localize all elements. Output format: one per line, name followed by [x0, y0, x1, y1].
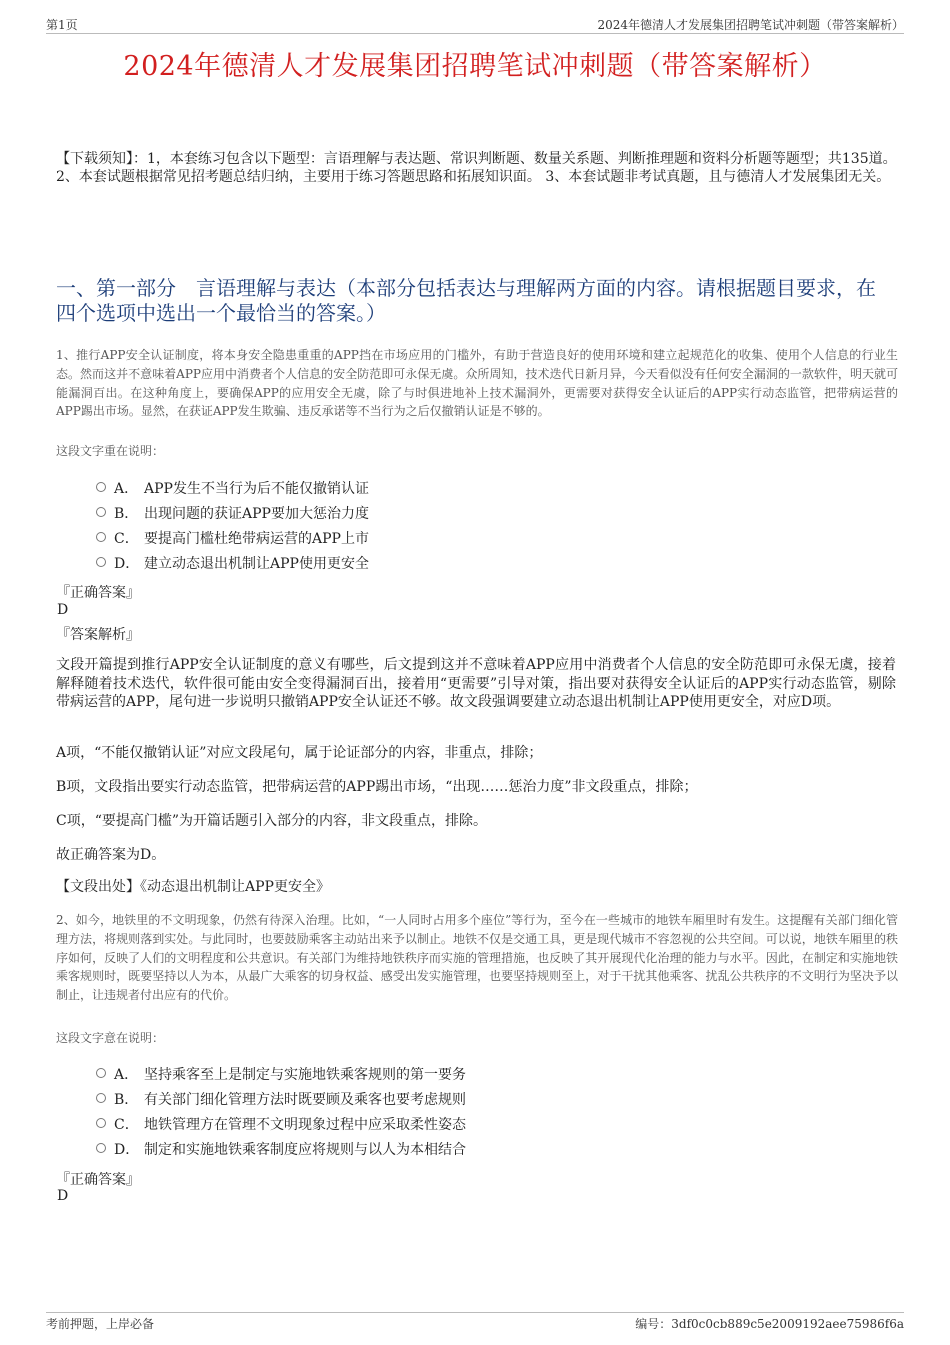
question-1-answer-label: 『正确答案』	[56, 585, 140, 601]
download-notice: 【下载须知】：1，本套练习包含以下题型：言语理解与表达题、常识判断题、数量关系题、判断推理题和资料分析题等题型；共135道。 2、本套试题根据常见招考题总结归纳，主要用于练习答题思路和拓展知识面。 3、本套试题非考试真题，且与德清人才发展集团无关。	[56, 151, 897, 185]
footer-divider	[46, 1312, 904, 1313]
question-2-answer-label: 『正确答案』	[56, 1172, 140, 1188]
radio-icon[interactable]	[96, 1143, 106, 1153]
question-1-option-c-note: C项，“要提高门槛”为开篇话题引入部分的内容，非文段重点，排除。	[56, 813, 488, 829]
question-2-prompt: 这段文字意在说明：	[56, 1031, 165, 1045]
question-1-body: 1、推行APP安全认证制度，将本身安全隐患重重的APP挡在市场应用的门槛外，有助于营造良好的使用环境和建立起规范化的收集、使用个人信息的行业生态。然而这并不意味着APP应用中消费者个人信息的安全防范即可永保无虞。众所周知，技术迭代日新月异，今天看似没有任何安全漏洞的一款软件，明天就可能漏洞百出。在这种角度上，要确保APP的应用安全无虞，除了与时俱进地补上技术漏洞外，更需要对获得安全认证后的APP实行动态监管，把带病运营的APP踢出市场。显然，在获证APP发生欺骗、违反承诺等不当行为之后仅撤销认证是不够的。	[56, 348, 898, 419]
radio-icon[interactable]	[96, 482, 106, 492]
radio-icon[interactable]	[96, 1068, 106, 1078]
page-number: 第1页	[46, 18, 78, 32]
document-title: 2024年德清人才发展集团招聘笔试冲刺题（带答案解析）	[123, 51, 827, 82]
header-divider	[46, 33, 904, 34]
radio-icon[interactable]	[96, 1093, 106, 1103]
footer-doc-id: 编号：3df0c0cb889c5e2009192aee75986f6a	[635, 1317, 904, 1331]
question-1-option-b-note: B项，文段指出要实行动态监管，把带病运营的APP踢出市场，“出现……惩治力度”非文段重点，排除；	[56, 779, 698, 795]
question-1-answer: D	[57, 602, 69, 618]
radio-icon[interactable]	[96, 557, 106, 567]
question-1-prompt: 这段文字重在说明：	[56, 444, 165, 458]
radio-icon[interactable]	[96, 532, 106, 542]
page-header	[46, 16, 904, 32]
question-1-option-a-note: A项，“不能仅撤销认证”对应文段尾句，属于论证部分的内容，非重点，排除；	[56, 745, 543, 761]
question-1-analysis-label: 『答案解析』	[56, 627, 140, 643]
header-doc-title: 2024年德清人才发展集团招聘笔试冲刺题（带答案解析）	[597, 18, 904, 32]
footer-slogan: 考前押题，上岸必备	[46, 1317, 155, 1331]
section-heading: 一、第一部分 言语理解与表达（本部分包括表达与理解两方面的内容。请根据题目要求，在四个选项中选出一个最恰当的答案。）	[56, 276, 876, 325]
radio-icon[interactable]	[96, 1118, 106, 1128]
document-page: 第1页 2024年德清人才发展集团招聘笔试冲刺题（带答案解析） 2024年德清人才发展集团招聘笔试冲刺题（带答案解析） 【下载须知】：1，本套练习包含以下题型：言语理解与表达题、常识判断题、数量关系题、判断推理题和资料分析题等题型；共135道。 2、本套试题根据常见招考题总结归纳，主要用于练习答题思路和拓展知识面。 3、本套试题非考试真题，且与德清人才发展集团无关。 一、第一部分 言语理解与表达（本部分包括表达与理解两方面的内容。请根据题目要求，在四个选项中选出一个最恰当的答案。） 1、推行APP安全认证制度，将本身安全隐患重重的APP挡在市场应用的门槛外，有助于营造良好的使用环境和建立起规范化的收集、使用个人信息的行业生态。然而这并不意味着APP应用中消费者个人信息的安全防范即可永保无虞。众所周知，技术迭代日新月异，今天看似没有任何安全漏洞的一款软件，明天就可能漏洞百出。在这种角度上，要确保APP的应用安全无虞，除了与时俱进地补上技术漏洞外，更需要对获得安全认证后的APP实行动态监管，把带病运营的APP踢出市场。显然，在获证APP发生欺骗、违反承诺等不当行为之后仅撤销认证是不够的。 这段文字重在说明： A． APP发生不当行为后不能仅撤销认证 B． 出现问题的获证APP要加大惩治力度 C． 要提高门槛杜绝带病运营的APP上市 D． 建立动态退出机制让APP使用更安全 『正确答案』 D 『答案解析』 文段开篇提到推行APP安全认证制度的意义有哪些，后文提到这并不意味着APP应用中消费者个人信息的安全防范即可永保无虞，接着解释随着技术迭代，软件很可能由安全变得漏洞百出，接着用“更需要”引导对策，指出要对获得安全认证后的APP实行动态监管，剔除带病运营的APP，尾句进一步说明只撤销APP安全认证还不够。故文段强调要建立动态退出机制让APP使用更安全，对应D项。 A项，“不能仅撤销认证”对应文段尾句，属于论证部分的内容，非重点，排除； B项，文段指出要实行动态监管，把带病运营的APP踢出市场，“出现……惩治力度”非文段重点，排除； C项，“要提高门槛”为开篇话题引入部分的内容，非文段重点，排除。 故正确答案为D。 【文段出处】《动态退出机制让APP更安全》 2、如今，地铁里的不文明现象，仍然有待深入治理。比如，“一人同时占用多个座位”等行为，至今在一些城市的地铁车厢里时有发生。这提醒有关部门细化管理方法，将规则落到实处。与此同时，也要鼓励乘客主动站出来予以制止。地铁不仅是交通工具，更是现代城市不容忽视的公共空间。可以说，地铁车厢里的秩序如何，反映了人们的文明程度和公共意识。有关部门为维持地铁秩序而实施的管理措施，也反映了其开展现代化治理的能力与水平。因此，在制定和实施地铁乘客规则时，既要坚持以人为本，从最广大乘客的切身权益、感受出发实施管理，也要坚持规则至上，对于干扰其他乘客、扰乱公共秩序的不文明行为坚决予以制止，让违规者付出应有的代价。 这段文字意在说明： A． 坚持乘客至上是制定与实施地铁乘客规则的第一要务 B． 有关部门细化管理方法时既要顾及乘客也要考虑规则 C． 地铁管理方在管理不文明现象过程中应采取柔性姿态 D． 制定和实施地铁乘客制度应将规则与以人为本相结合 『正确答案』 D 考前押题，上岸必备 编号：3df0c0cb889c5e2009192aee75986f6a	[0, 0, 950, 1345]
question-2-answer: D	[57, 1188, 69, 1204]
question-1-conclusion: 故正确答案为D。	[56, 847, 166, 863]
question-1-source: 【文段出处】《动态退出机制让APP更安全》	[56, 879, 330, 895]
question-2-body: 2、如今，地铁里的不文明现象，仍然有待深入治理。比如，“一人同时占用多个座位”等行为，至今在一些城市的地铁车厢里时有发生。这提醒有关部门细化管理方法，将规则落到实处。与此同时，也要鼓励乘客主动站出来予以制止。地铁不仅是交通工具，更是现代城市不容忽视的公共空间。可以说，地铁车厢里的秩序如何，反映了人们的文明程度和公共意识。有关部门为维持地铁秩序而实施的管理措施，也反映了其开展现代化治理的能力与水平。因此，在制定和实施地铁乘客规则时，既要坚持以人为本，从最广大乘客的切身权益、感受出发实施管理，也要坚持规则至上，对于干扰其他乘客、扰乱公共秩序的不文明行为坚决予以制止，让违规者付出应有的代价。	[56, 913, 898, 1003]
radio-icon[interactable]	[96, 507, 106, 517]
question-1-analysis: 文段开篇提到推行APP安全认证制度的意义有哪些，后文提到这并不意味着APP应用中消费者个人信息的安全防范即可永保无虞，接着解释随着技术迭代，软件很可能由安全变得漏洞百出，接着用“更需要”引导对策，指出要对获得安全认证后的APP实行动态监管，剔除带病运营的APP，尾句进一步说明只撤销APP安全认证还不够。故文段强调要建立动态退出机制让APP使用更安全，对应D项。	[56, 657, 896, 710]
